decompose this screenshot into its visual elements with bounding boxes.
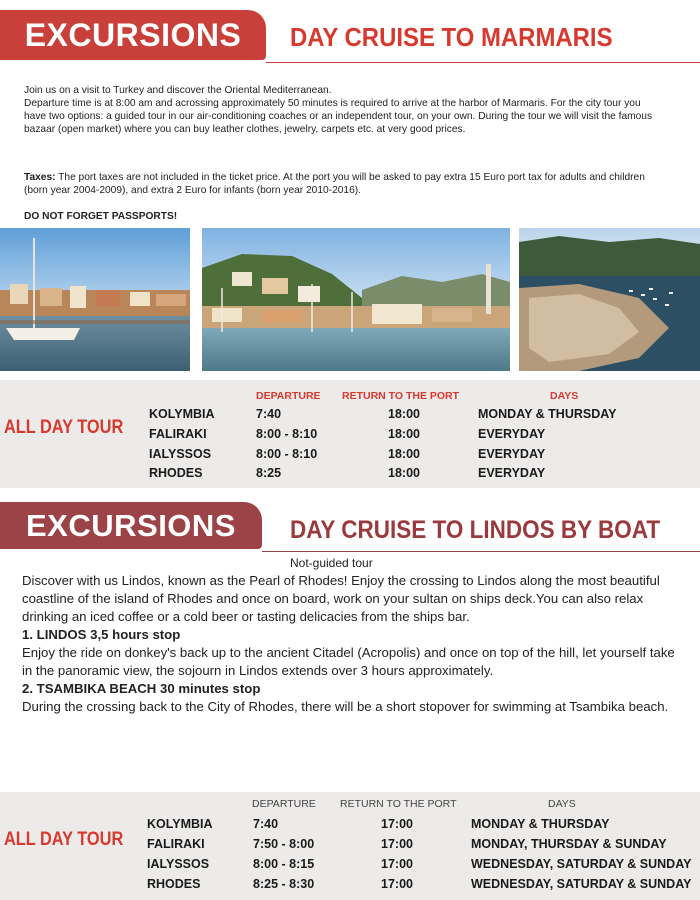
row-days: WEDNESDAY, SATURDAY & SUNDAY: [471, 857, 692, 871]
taxes-label: Taxes:: [24, 172, 56, 183]
header-rule: [266, 62, 700, 63]
lindos-intro: Discover with us Lindos, known as the Pearl of Rhodes! Enjoy the crossing to Lindos along the most beautiful coastline of the island of Rhodes and once on board, work on your sultan on ships deck.You can also relax drinking an iced coffee or a cold beer or tasting delicacies from the ships bar.: [22, 573, 660, 624]
all-day-tour-label: ALL DAY TOUR: [4, 417, 124, 438]
row-return: 18:00: [388, 427, 420, 441]
row-place: RHODES: [149, 466, 203, 480]
row-days: MONDAY & THURSDAY: [478, 407, 617, 421]
stop-2-text: During the crossing back to the City of Rhodes, there will be a short stopover for swimming at Tsambika beach.: [22, 699, 669, 714]
row-departure: 7:50 - 8:00: [253, 837, 315, 851]
intro-paragraph: Departure time is at 8:00 am and acrossing approximately 50 minutes is required to arrive at the harbor of Marmaris. For the city tour you have two options: a guided tour in our air-conditioning coaches or an independent tour, on your own. During the tour we will visit the famous bazaar (open market) where you can buy leather clothes, jewelry, carpets etc. at very good prices.: [24, 98, 653, 135]
marmaris-header: [0, 10, 700, 68]
row-place: IALYSSOS: [147, 857, 210, 871]
row-place: RHODES: [147, 877, 201, 891]
row-return: 17:00: [381, 817, 413, 831]
departure-header: DEPARTURE: [256, 390, 321, 402]
row-place: IALYSSOS: [149, 447, 212, 461]
row-days: EVERYDAY: [478, 447, 546, 461]
stop-1-title: 1. LINDOS 3,5 hours stop: [22, 627, 181, 642]
row-place: FALIRAKI: [147, 837, 205, 851]
stop-1-text: Enjoy the ride on donkey's back up to the ancient Citadel (Acropolis) and once on top of the hill, let yourself take in the panoramic view, the sojourn in Lindos extends over 3 hours approximately.: [22, 645, 675, 678]
excursions-badge: EXCURSIONS: [0, 502, 262, 549]
row-return: 18:00: [388, 466, 420, 480]
row-days: WEDNESDAY, SATURDAY & SUNDAY: [471, 877, 692, 891]
taxes-text: The port taxes are not included in the ticket price. At the port you will be asked to pay extra 15 Euro port tax for adults and children (born year 2004-2009), and extra 2 Euro for infants (born year 2010-2016).: [24, 172, 645, 196]
departure-header: DEPARTURE: [252, 798, 316, 810]
lindos-schedule: [0, 792, 700, 900]
row-days: EVERYDAY: [478, 427, 546, 441]
all-day-tour-label: ALL DAY TOUR: [4, 829, 124, 850]
intro-line-1: Join us on a visit to Turkey and discover the Oriental Mediterranean.: [24, 85, 332, 96]
lindos-description: [22, 572, 682, 716]
row-departure: 7:40: [256, 407, 282, 421]
row-departure: 7:40: [253, 817, 279, 831]
row-place: FALIRAKI: [149, 427, 207, 441]
row-departure: 8:25 - 8:30: [253, 877, 315, 891]
not-guided-note: Not-guided tour: [290, 556, 373, 570]
excursions-badge: EXCURSIONS: [0, 10, 266, 60]
marmaris-title: DAY CRUISE TO MARMARIS: [290, 22, 613, 52]
header-rule: [262, 551, 700, 552]
row-departure: 8:25: [256, 466, 282, 480]
marmaris-aerial-photo: [519, 228, 700, 371]
row-return: 18:00: [388, 447, 420, 461]
passports-warning: DO NOT FORGET PASSPORTS!: [24, 211, 178, 222]
row-days: MONDAY & THURSDAY: [471, 817, 610, 831]
days-header: DAYS: [550, 390, 579, 402]
row-departure: 8:00 - 8:15: [253, 857, 315, 871]
stop-2-title: 2. TSAMBIKA BEACH 30 minutes stop: [22, 681, 261, 696]
marmaris-harbor-photo: [202, 228, 510, 371]
row-departure: 8:00 - 8:10: [256, 447, 318, 461]
row-place: KOLYMBIA: [147, 817, 213, 831]
return-header: RETURN TO THE PORT: [342, 390, 460, 402]
row-return: 17:00: [381, 877, 413, 891]
row-days: MONDAY, THURSDAY & SUNDAY: [471, 837, 667, 851]
lindos-header: [0, 502, 700, 554]
harbor-sailboat-photo: [0, 228, 190, 371]
row-return: 17:00: [381, 857, 413, 871]
row-place: KOLYMBIA: [149, 407, 215, 421]
lindos-title: DAY CRUISE TO LINDOS BY BOAT: [290, 516, 661, 544]
return-header: RETURN TO THE PORT: [340, 798, 457, 810]
taxes-note: [24, 171, 664, 197]
row-return: 17:00: [381, 837, 413, 851]
row-return: 18:00: [388, 407, 420, 421]
row-departure: 8:00 - 8:10: [256, 427, 318, 441]
marmaris-intro: [24, 84, 664, 136]
marmaris-schedule: [0, 380, 700, 488]
days-header: DAYS: [548, 798, 576, 810]
row-days: EVERYDAY: [478, 466, 546, 480]
